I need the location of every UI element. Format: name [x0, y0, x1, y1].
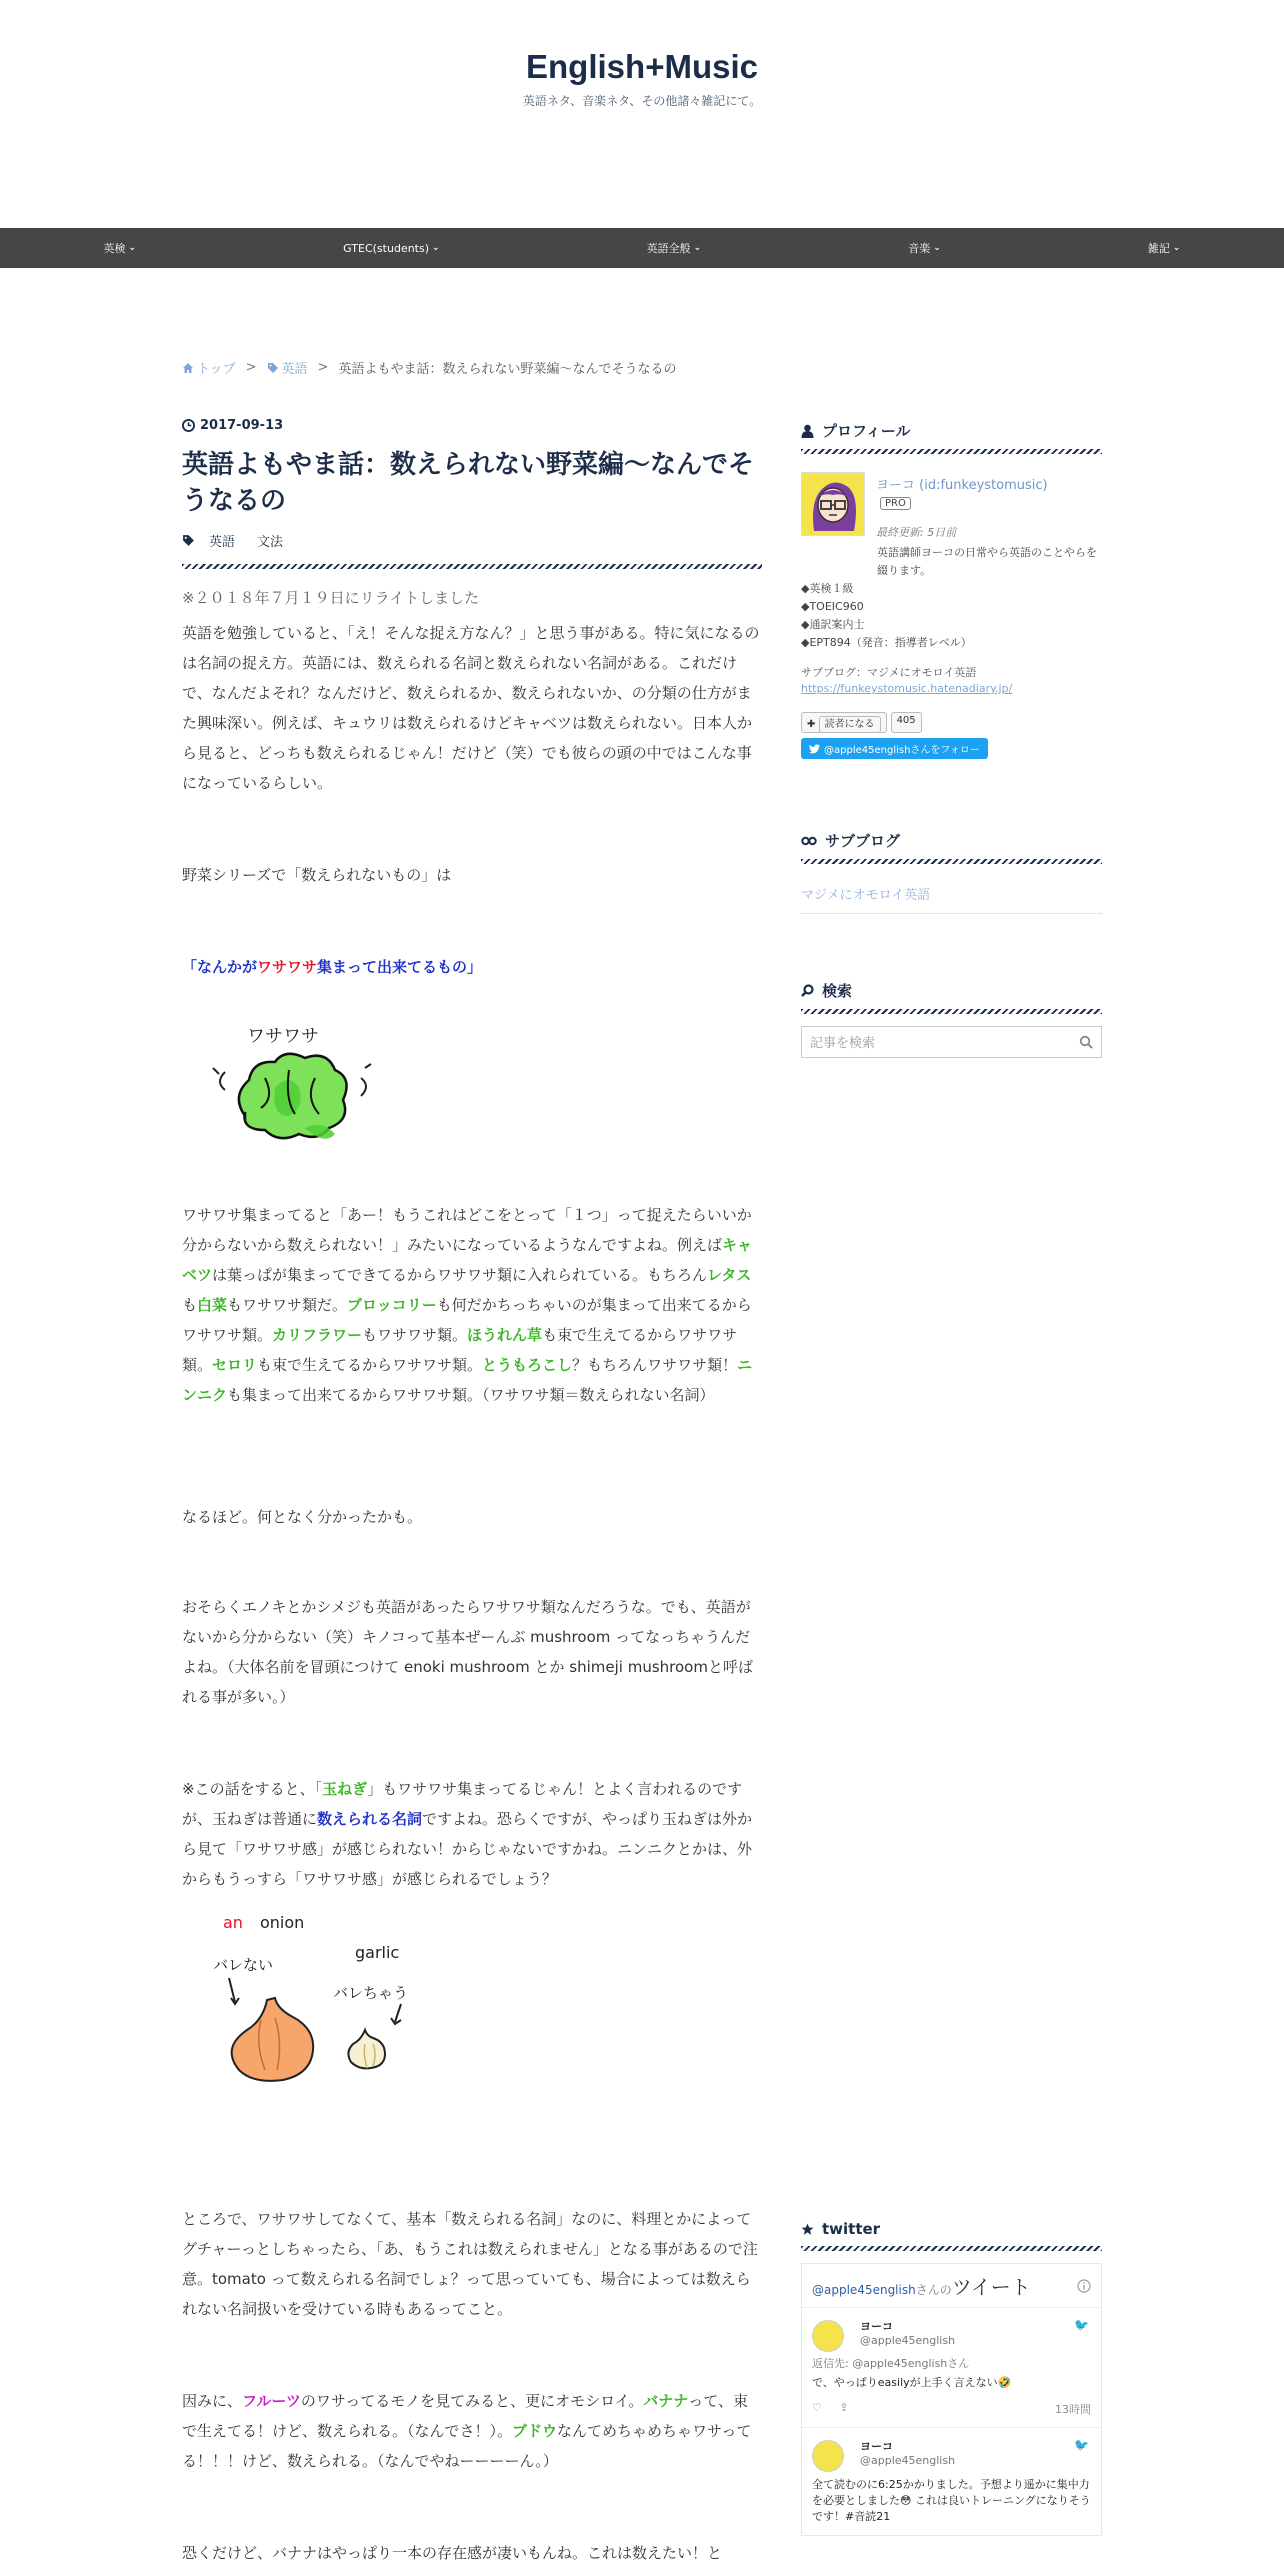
svg-text:バレない: バレない — [213, 1956, 274, 1974]
reader-count: 405 — [891, 712, 922, 733]
search-box — [801, 1026, 1102, 1058]
breadcrumb: トップ > 英語 > 英語よもやま話：数えられない野菜編～なんでそうなるの — [182, 358, 676, 377]
breadcrumb-current: 英語よもやま話：数えられない野菜編～なんでそうなるの — [338, 362, 677, 377]
paragraph-mushroom: おそらくエノキとかシメジも英語があったらワサワサ類なんだろうな。でも、英語がないから分からない（笑）キノコって基本ぜーんぶ mushroom ってなっちゃうんだよね。（大体名前を冒頭につけて enoki mushroom とか shimeji mushroomと呼ばれる事が多い。） — [182, 1598, 753, 1706]
profile-bio: 英語講師ヨーコの日常やら英語のことやらを綴ります。 ◆英検１級 ◆TOEIC960 ◆通訳案内士 ◆EPT894（発音：指導者レベル） — [801, 546, 1097, 649]
paragraph-tomato: ところで、ワサワサしてなくて、基本「数えられる名詞」なのに、料理とかによってグチャーっとしちゃったら、「あ、もうこれは数えられません」となる事があるので注意。tomato って数えられる名詞でしょ？って思っていても、場合によっては数えられない名詞扱いを受けている時もあるってこと。 — [182, 2210, 758, 2318]
link-icon — [801, 836, 817, 846]
subblog-url-link[interactable]: https://funkeystomusic.hatenadiary.jp/ — [801, 682, 1013, 695]
search-input[interactable] — [810, 1035, 1050, 1050]
profile-name-link[interactable]: ヨーコ (id:funkeystomusic) — [876, 478, 1048, 493]
paragraph-banana: 恐くだけど、バナナはやっぱり一本の存在感が凄いもんね。これは数えたい！と — [182, 2544, 723, 2562]
paragraph-series: 野菜シリーズで「数えられないもの」は — [182, 866, 452, 884]
rewrite-note: ※２０１８年７月１９日にリライトしました — [182, 589, 480, 607]
chevron-down-icon: ⌄ — [693, 243, 702, 253]
profile-module — [801, 420, 1102, 756]
reader-button-label[interactable]: ✚ 読者になる — [801, 712, 887, 733]
twitter-bird-icon: 🐦 — [1074, 2318, 1089, 2332]
tag-icon — [182, 534, 195, 547]
global-nav — [0, 228, 1284, 268]
entry-categories — [182, 531, 762, 550]
share-icon[interactable]: ⇪ — [839, 2401, 849, 2414]
twitter-bird-icon: 🐦 — [1074, 2438, 1089, 2452]
tweet[interactable]: 🐦 ヨーコ @apple45english 全て読むのに6:25かかりました。予想より遥かに集中力を必要としました😳 これは良いトレーニングになりそうです！#音読21 — [812, 2438, 1091, 2523]
svg-text:garlic: garlic — [355, 1943, 400, 1962]
nav-item-music[interactable]: 音楽 ⌄ — [908, 242, 941, 255]
entry-date: 2017-09-13 — [182, 418, 762, 433]
svg-text:an: an — [223, 1913, 243, 1932]
tweet[interactable]: 🐦 ヨーコ @apple45english 返信先: @apple45englishさん で、やっぱりeasilyが上手く言えない🤣 ♡ ⇪ 13時間 — [802, 2308, 1101, 2428]
paragraph-onion: ※この話をすると、「玉ねぎ」もワサワサ集まってるじゃん！とよく言われるのですが、玉ねぎは普通に数えられる名詞ですよね。恐らくですが、やっぱり玉ねぎは外から見て「ワサワサ感」が感じられない！からじゃないですかね。ニンニクとかは、外からもうっすら「ワサワサ感」が感じられるでしょう？ — [182, 1780, 753, 1888]
nav-item-gtec[interactable]: GTEC(students) ⌄ — [343, 241, 440, 255]
paragraph-wasawasa: ワサワサ集まってると「あー！もうこれはどこをとって「１つ」って捉えたらいいか分からないから数えられない！」みたいになっているようなんですよね。例えばキャベツは葉っぱが集まってできてるからワサワサ類に入れられている。もちろんレタスも白菜もワサワサ類だ。ブロッコリーも何だかちっちゃいのが集まって出来てるからワサワサ類。カリフラワーもワサワサ類。ほうれん草も束で生えてるからワサワサ類。セロリも束で生えてるからワサワサ類。とうもろこし？もちろんワサワサ類！ニンニクも集まって出来てるからワサワサ類。（ワサワサ類＝数えられない名詞） — [182, 1206, 753, 1404]
paragraph-naruhodo: なるほど。何となく分かったかも。 — [182, 1508, 423, 1526]
tweet-time[interactable]: 13時間 — [1055, 2403, 1091, 2416]
user-icon — [801, 424, 814, 438]
profile-title: プロフィール — [822, 422, 911, 440]
category-link[interactable]: 文法 — [257, 535, 284, 550]
twitter-follow-button[interactable]: @apple45englishさんをフォロー — [801, 738, 988, 759]
tweet-avatar[interactable] — [812, 2320, 844, 2352]
last-updated: 最終更新: 5日前 — [876, 526, 957, 539]
paragraph-fruit: 因みに、フルーツのワサってるモノを見てみると、更にオモシロイ。バナナって、束で生えてる！けど、数えられる。（なんでさ！）。ブドウなんてめちゃめちゃワサってる！！！けど、数えられる。（なんでやねーーーーん。） — [182, 2392, 752, 2470]
subblog-module — [801, 830, 1102, 914]
subblog-label: サブブログ：マジメにオモロイ英語 — [801, 666, 977, 679]
breadcrumb-home[interactable]: トップ — [182, 358, 236, 377]
site-title[interactable]: English+Music — [526, 48, 758, 85]
clock-icon — [182, 419, 195, 432]
search-module — [801, 980, 1102, 1058]
onion-garlic-illustration — [205, 1908, 425, 2083]
entry-title[interactable]: 英語よもやま話：数えられない野菜編～なんでそうなるの — [182, 450, 755, 516]
reader-button[interactable] — [801, 712, 922, 733]
home-icon — [182, 362, 194, 374]
subblog-title: サブブログ — [825, 832, 901, 850]
twitter-module — [801, 2220, 1102, 2536]
chevron-down-icon: ⌄ — [933, 243, 941, 253]
site-description: 英語ネタ、音楽ネタ、その他諸々雑記にて。 — [522, 94, 762, 108]
twitter-title: twitter — [822, 2220, 881, 2238]
timeline-handle[interactable]: @apple45english — [812, 2283, 916, 2297]
star-icon — [801, 2223, 814, 2236]
svg-text:onion: onion — [260, 1913, 305, 1932]
site-header — [0, 0, 1284, 228]
nav-item-misc[interactable]: 雑記 ⌄ — [1147, 242, 1181, 255]
subblog-link[interactable]: マジメにオモロイ英語 — [801, 884, 1102, 914]
wasawasa-illustration — [205, 1018, 375, 1148]
category-link[interactable]: 英語 — [209, 535, 236, 550]
info-icon[interactable] — [1077, 2279, 1091, 2293]
search-icon — [801, 984, 814, 997]
paragraph-intro: 英語を勉強していると、「え！そんな捉え方なん？」と思う事がある。特に気になるのは名詞の捉え方。英語には、数えられる名詞と数えられない名詞がある。これだけで、なんだよそれ？なんだけど、数えられるか、数えられないか、の分類の仕方がまた興味深い。例えば、キュウリは数えられるけどキャベツは数えられない。日本人から見ると、どっちも数えられるじゃん！だけど（笑）でも彼らの頭の中ではこんな事になっているらしい。 — [182, 624, 760, 792]
tweet-avatar[interactable] — [812, 2440, 844, 2472]
search-submit-icon[interactable] — [1079, 1035, 1093, 1049]
article — [182, 418, 762, 608]
like-icon[interactable]: ♡ — [812, 2401, 822, 2414]
illustration-text-wasawasa: ワサワサ — [247, 1026, 319, 1047]
twitter-timeline: @apple45englishさんのツイート 🐦 ヨーコ @apple45english 返信先: @apple45englishさん で、やっぱりeasilyが上手く言えない🤣 ♡ ⇪ 13時間 🐦 ヨーコ @apple45english 全て読むのに6:25かかりました。予想より遥かに集中力を必要としました😳 これは良いトレーニングになりそうです！#音読21 — [801, 2263, 1102, 2536]
nav-item-english[interactable]: 英語全般 ⌄ — [646, 242, 702, 255]
avatar[interactable] — [801, 472, 865, 536]
nav-item-eiken[interactable]: 英検 ⌄ — [103, 242, 137, 255]
svg-text:バレちゃう: バレちゃう — [333, 1984, 409, 2002]
pro-badge: PRO — [880, 497, 911, 510]
search-title: 検索 — [822, 982, 853, 1000]
chevron-down-icon: ⌄ — [1172, 243, 1181, 253]
breadcrumb-category[interactable]: 英語 — [267, 358, 308, 377]
twitter-bird-icon — [809, 744, 820, 754]
chevron-down-icon: ⌄ — [432, 243, 440, 253]
chevron-down-icon: ⌄ — [128, 243, 137, 253]
colored-heading: 「なんかがワサワサ集まって出来てるもの」 — [182, 958, 483, 976]
tag-icon — [267, 362, 279, 374]
title-divider — [182, 564, 762, 569]
